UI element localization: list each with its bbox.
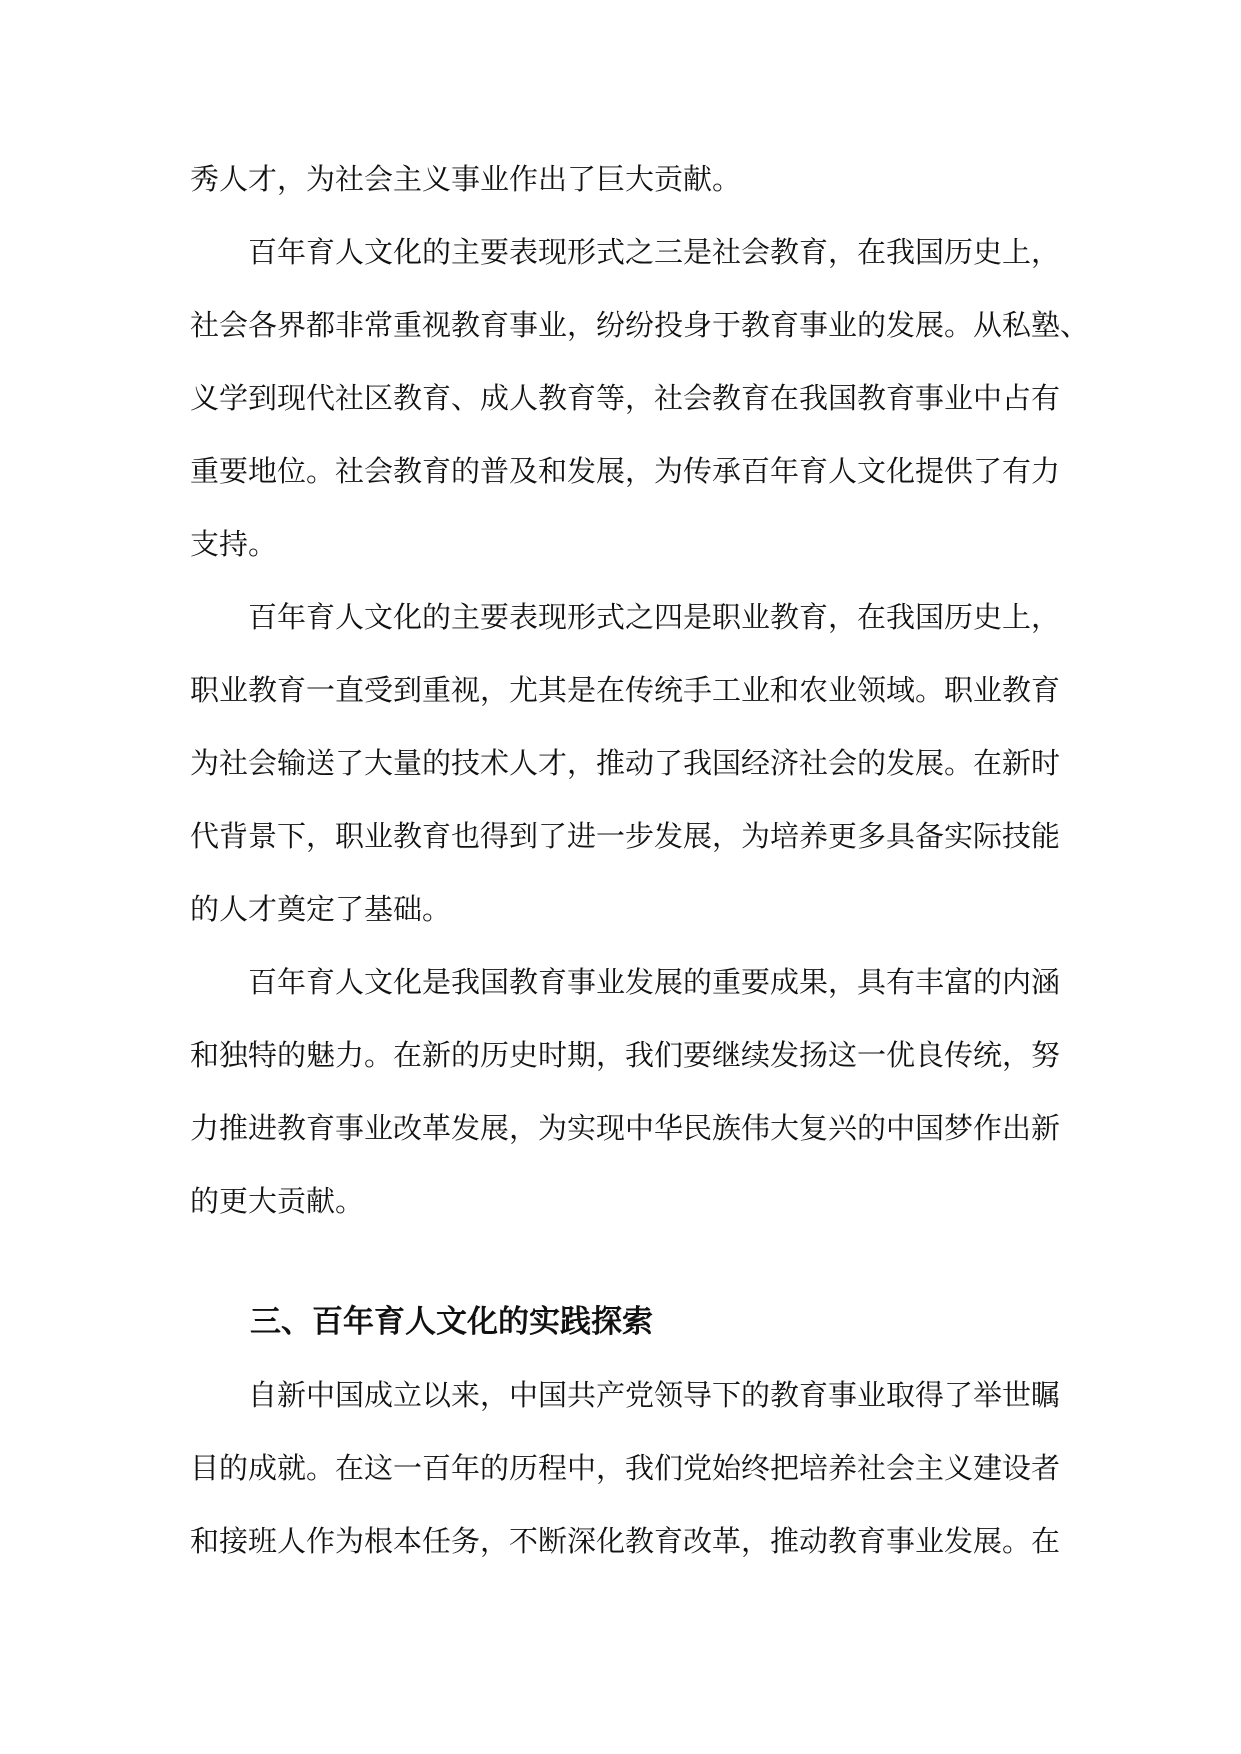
- text-line: 秀人才，为社会主义事业作出了巨大贡献。: [190, 162, 742, 196]
- text-line: 和接班人作为根本任务，不断深化教育改革，推动教育事业发展。在: [190, 1524, 1061, 1558]
- paragraph-continuation: [190, 143, 1052, 216]
- text-line: 社会各界都非常重视教育事业，纷纷投身于教育事业的发展。从私塾、: [190, 308, 1090, 342]
- text-line: 代背景下，职业教育也得到了进一步发展，为培养更多具备实际技能: [190, 819, 1061, 853]
- text-line: 自新中国成立以来，中国共产党领导下的教育事业取得了举世瞩: [248, 1378, 1061, 1412]
- text-line: 重要地位。社会教育的普及和发展，为传承百年育人文化提供了有力: [190, 454, 1061, 488]
- paragraph-vocational-education: [190, 581, 1061, 946]
- paragraph-summary: [190, 946, 1061, 1238]
- text-line: 百年育人文化的主要表现形式之三是社会教育，在我国历史上，: [248, 235, 1061, 269]
- text-line: 义学到现代社区教育、成人教育等，社会教育在我国教育事业中占有: [190, 381, 1061, 415]
- text-line: 百年育人文化是我国教育事业发展的重要成果，具有丰富的内涵: [248, 965, 1061, 999]
- text-line: 目的成就。在这一百年的历程中，我们党始终把培养社会主义建设者: [190, 1451, 1061, 1485]
- paragraph-social-education: [190, 216, 1090, 581]
- document-body: [190, 143, 1090, 1578]
- section-heading: 三、百年育人文化的实践探索: [250, 1304, 653, 1340]
- text-line: 的更大贡献。: [190, 1184, 365, 1218]
- text-line: 支持。: [190, 527, 278, 561]
- text-line: 力推进教育事业改革发展，为实现中华民族伟大复兴的中国梦作出新: [190, 1111, 1061, 1145]
- paragraph-practice: [190, 1359, 1061, 1578]
- text-line: 为社会输送了大量的技术人才，推动了我国经济社会的发展。在新时: [190, 746, 1061, 780]
- text-line: 职业教育一直受到重视，尤其是在传统手工业和农业领域。职业教育: [190, 673, 1061, 707]
- text-line: 和独特的魅力。在新的历史时期，我们要继续发扬这一优良传统，努: [190, 1038, 1061, 1072]
- text-line: 的人才奠定了基础。: [190, 892, 452, 926]
- text-line: 百年育人文化的主要表现形式之四是职业教育，在我国历史上，: [248, 600, 1061, 634]
